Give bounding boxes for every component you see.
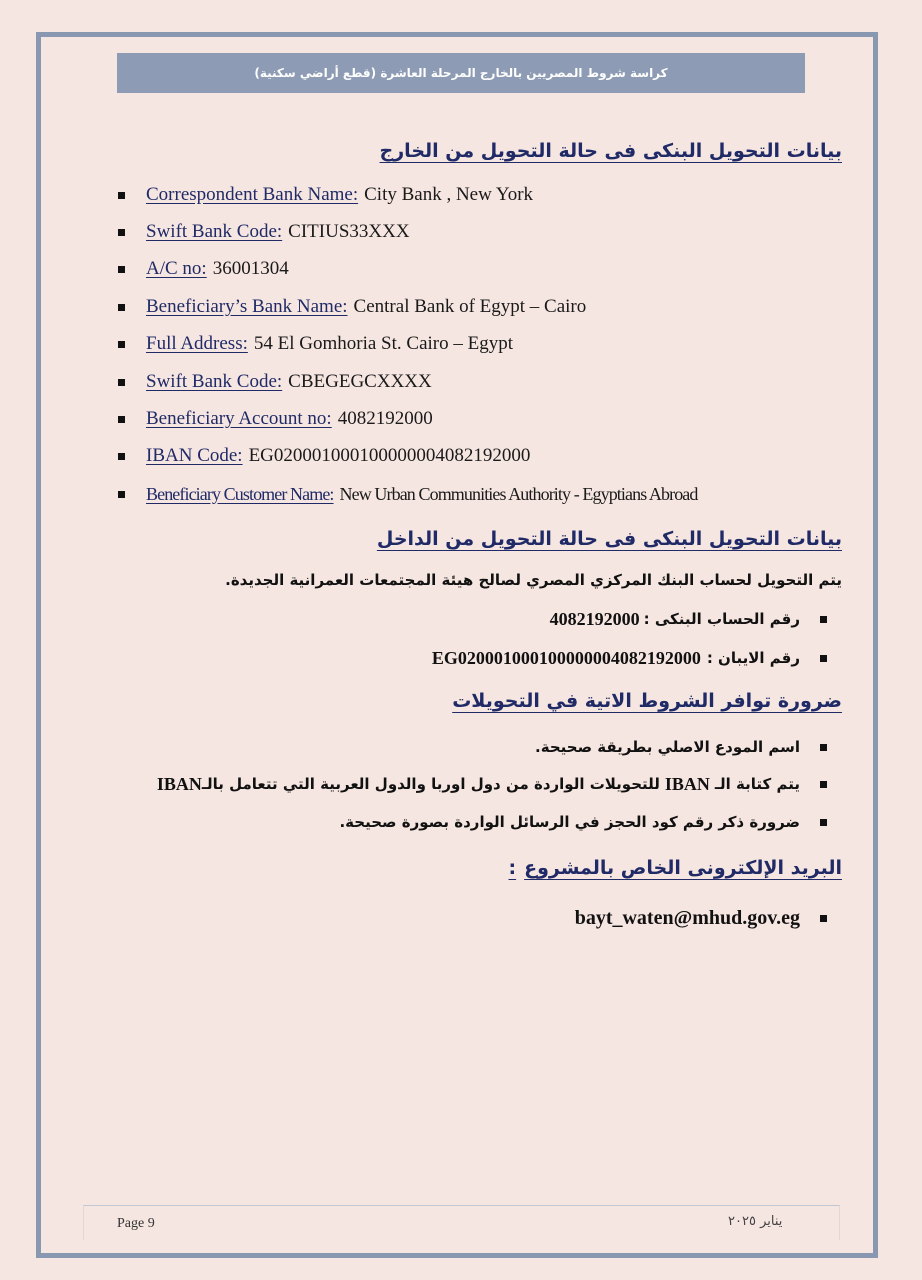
bullet-icon (118, 453, 125, 460)
footer-date: يناير ٢٠٢٥ (728, 1214, 783, 1229)
bullet-icon (118, 229, 125, 236)
bullet-icon (820, 915, 827, 922)
item-value: 36001304 (212, 258, 289, 279)
list-item (118, 220, 410, 244)
condition-text-b: للتحويلات الواردة من دول اوربا والدول العربية التي تتعامل بالـ (201, 775, 660, 793)
bullet-icon (820, 819, 827, 826)
heading-email (509, 857, 843, 879)
email-heading-colon: : (508, 857, 517, 879)
item-label: رقم الايبان : (706, 649, 800, 667)
project-email[interactable]: bayt_waten@mhud.gov.eg (574, 906, 800, 929)
list-item (550, 607, 827, 631)
condition-text: ضرورة ذكر رقم كود الحجز في الرسائل الواردة بصورة صحيحة. (339, 813, 800, 831)
item-label: Beneficiary Account no: (146, 408, 332, 429)
condition-text: اسم المودع الاصلي بطريقة صحيحة. (535, 738, 800, 756)
iban-term: IBAN (156, 773, 202, 794)
page-border (36, 32, 878, 1258)
list-item (339, 810, 827, 834)
list-item (118, 332, 513, 356)
bullet-icon (118, 304, 125, 311)
condition-text-a: يتم كتابة الـ (714, 775, 800, 793)
item-label: Correspondent Bank Name: (146, 184, 359, 205)
bullet-icon (118, 266, 125, 273)
bullet-icon (820, 616, 827, 623)
item-label: Beneficiary’s Bank Name: (146, 296, 348, 317)
list-item (118, 295, 586, 319)
item-label: Beneficiary Customer Name: (146, 483, 334, 504)
account-number: 4082192000 (549, 608, 640, 629)
domestic-intro: يتم التحويل لحساب البنك المركزي المصري لصالح هيئة المجتمعات العمرانية الجديدة. (225, 571, 842, 589)
list-item (157, 772, 827, 796)
item-label: رقم الحساب البنكى : (643, 610, 800, 628)
heading-abroad: بيانات التحويل البنكى فى حالة التحويل من الخارج (379, 140, 842, 162)
list-item (118, 444, 530, 468)
bullet-icon (820, 781, 827, 788)
list-item (432, 646, 827, 670)
page-number: Page 9 (117, 1216, 155, 1231)
item-label: Swift Bank Code: (146, 221, 283, 242)
footer-rule (83, 1205, 840, 1240)
heading-domestic: بيانات التحويل البنكى فى حالة التحويل من الداخل (376, 528, 842, 550)
bullet-icon (820, 655, 827, 662)
item-label: A/C no: (146, 258, 207, 279)
item-value: City Bank , New York (364, 184, 534, 205)
bullet-icon (118, 192, 125, 199)
item-label: IBAN Code: (146, 445, 243, 466)
list-item (575, 906, 827, 930)
iban-term: IBAN (664, 773, 710, 794)
list-item (118, 482, 697, 506)
list-item (118, 257, 289, 281)
item-value: CITIUS33XXX (288, 221, 410, 242)
item-value: New Urban Communities Authority - Egyptians Abroad (339, 483, 698, 504)
bullet-icon (118, 491, 125, 498)
heading-conditions: ضرورة توافر الشروط الاتية في التحويلات (452, 690, 842, 712)
item-value: 54 El Gomhoria St. Cairo – Egypt (253, 333, 513, 354)
bullet-icon (118, 379, 125, 386)
item-value: EG020001000100000004082192000 (248, 445, 531, 466)
header-banner (117, 53, 805, 93)
item-label: Full Address: (146, 333, 248, 354)
iban-number: EG020001000100000004082192000 (431, 647, 701, 668)
list-item (118, 183, 533, 207)
email-heading-text: البريد الإلكترونى الخاص بالمشروع (524, 857, 842, 879)
list-item (118, 407, 433, 431)
bullet-icon (118, 341, 125, 348)
bullet-icon (820, 744, 827, 751)
item-value: CBEGEGCXXXX (288, 371, 432, 392)
item-value: Central Bank of Egypt – Cairo (353, 296, 587, 317)
item-label: Swift Bank Code: (146, 371, 283, 392)
list-item (118, 370, 432, 394)
item-value: 4082192000 (337, 408, 433, 429)
bullet-icon (118, 416, 125, 423)
list-item (535, 735, 827, 759)
header-title: كراسة شروط المصريين بالخارج المرحلة العاشرة (قطع أراضي سكنية) (254, 66, 668, 80)
